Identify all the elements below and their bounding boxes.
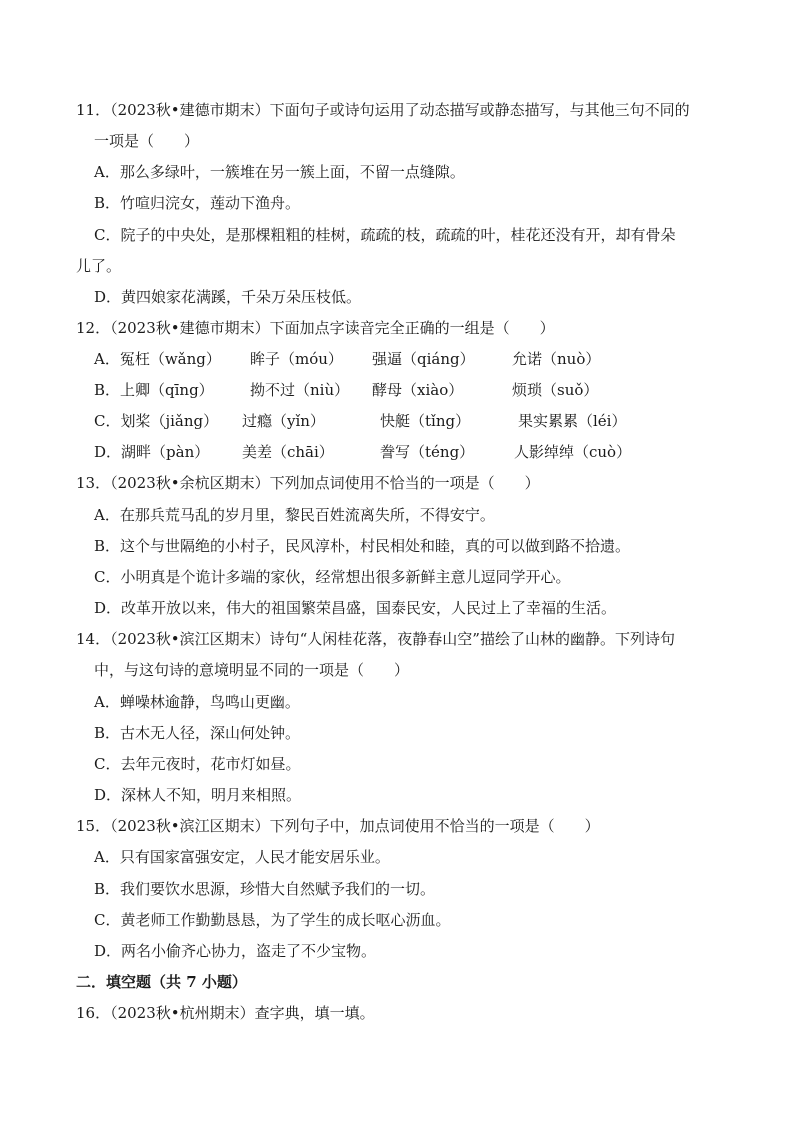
q12-b-item-4: 烦琐（suǒ） [512,381,599,399]
q11-stem-line1: 11．（2023秋•建德市期末）下面句子或诗句运用了动态描写或静态描写，与其他三句不同的 [76,101,690,119]
q11-option-b: B．竹喧归浣女，莲动下渔舟。 [94,194,301,212]
q16-stem: 16．（2023秋•杭州期末）查字典，填一填。 [76,1004,375,1022]
q14-stem-line2: 中，与这句诗的意境明显不同的一项是（ ） [94,661,410,679]
q12-option-c [94,411,734,431]
q14-option-a: A．蝉噪林逾静，鸟鸣山更幽。 [94,693,300,711]
q12-option-a [94,349,734,369]
q12-option-b [94,380,734,400]
q12-c-item-1: C．划桨（jiǎng） [94,412,219,430]
q15-option-b: B．我们要饮水思源，珍惜大自然赋予我们的一切。 [94,880,436,898]
q14-option-d: D．深林人不知，明月来相照。 [94,786,302,804]
q12-b-item-1: B．上卿（qīng） [94,381,214,399]
q12-stem: 12．（2023秋•建德市期末）下面加点字读音完全正确的一组是（ ） [76,319,555,337]
q12-a-item-2: 眸子（móu） [250,350,343,368]
q11-option-a: A．那么多绿叶，一簇堆在另一簇上面，不留一点缝隙。 [94,163,465,181]
q12-d-item-1: D．湖畔（pàn） [94,443,210,461]
q14-stem-line1: 14．（2023秋•滨江区期末）诗句“人闲桂花落，夜静春山空”描绘了山林的幽静。下列诗句 [76,630,675,648]
q13-stem: 13．（2023秋•余杭区期末）下列加点词使用不恰当的一项是（ ） [76,474,540,492]
q12-a-item-4: 允诺（nuò） [512,350,601,368]
q12-c-item-4: 果实累累（léi） [518,412,627,430]
q11-option-c-line2: 儿了。 [76,257,122,275]
q12-a-item-3: 强逼（qiáng） [372,350,475,368]
q12-b-item-2: 拗不过（niù） [250,381,350,399]
q11-stem-line2: 一项是（ ） [94,132,200,150]
q14-option-c: C．去年元夜时，花市灯如昼。 [94,755,301,773]
q13-option-d: D．改革开放以来，伟大的祖国繁荣昌盛，国泰民安，人民过上了幸福的生活。 [94,599,617,617]
q11-option-c-line1: C．院子的中央处，是那棵粗粗的桂树，疏疏的枝，疏疏的叶，桂花还没有开，却有骨朵 [94,226,676,244]
q15-option-c: C．黄老师工作勤勤恳恳，为了学生的成长呕心沥血。 [94,911,451,929]
q11-option-d: D．黄四娘家花满蹊，千朵万朵压枝低。 [94,288,362,306]
q12-option-d [94,442,734,462]
q15-stem: 15．（2023秋•滨江区期末）下列句子中，加点词使用不恰当的一项是（ ） [76,817,600,835]
q15-option-d: D．两名小偷齐心协力，盗走了不少宝物。 [94,942,377,960]
q13-option-c: C．小明真是个诡计多端的家伙，经常想出很多新鲜主意儿逗同学开心。 [94,568,571,586]
q12-c-item-2: 过瘾（yǐn） [242,412,325,430]
q12-c-item-3: 快艇（tǐng） [380,412,471,430]
q12-b-item-3: 酵母（xiào） [372,381,464,399]
q13-option-b: B．这个与世隔绝的小村子，民风淳朴，村民相处和睦，真的可以做到路不拾遗。 [94,537,631,555]
q15-option-a: A．只有国家富强安定，人民才能安居乐业。 [94,848,390,866]
q12-d-item-3: 誊写（téng） [380,443,475,461]
section-heading-fill-in: 二．填空题（共 7 小题） [76,973,247,991]
q14-option-b: B．古木无人径，深山何处钟。 [94,724,301,742]
q12-d-item-2: 美差（chāi） [242,443,334,461]
q13-option-a: A．在那兵荒马乱的岁月里，黎民百姓流离失所，不得安宁。 [94,506,495,524]
q12-d-item-4: 人影绰绰（cuò） [514,443,632,461]
q12-a-item-1: A．冤枉（wǎng） [94,350,221,368]
